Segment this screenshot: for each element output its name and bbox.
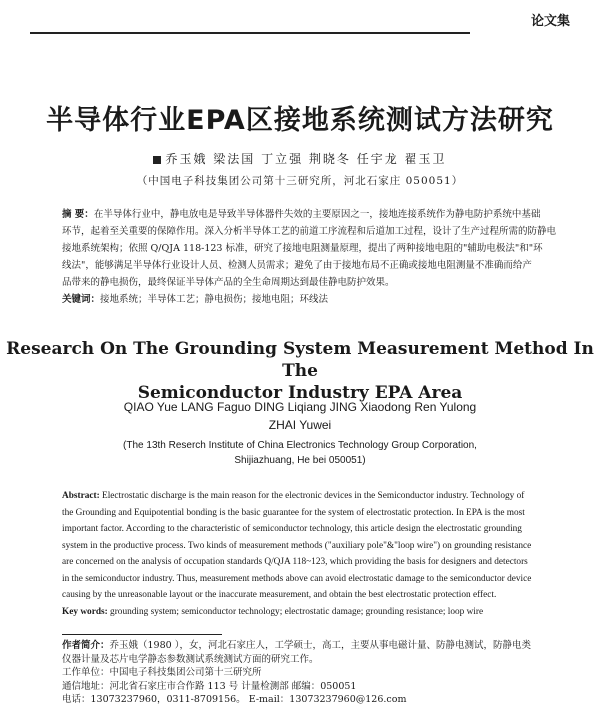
en-abstract-line: in the semiconductor industry. Thus, measurement methods above can avoid electrostatic damage to the semiconductor device — [62, 573, 532, 584]
bullet-icon — [153, 156, 161, 164]
author-note-text: 乔玉娥（1980 ），女，河北石家庄人，工学硕士，高工，主要从事电磁计量、防静电测试，防静电类 — [109, 640, 531, 651]
en-keywords-label: Key words: — [62, 606, 108, 617]
cn-abstract-text: 在半导体行业中，静电放电是导致半导体器件失效的主要原因之一，接地连接系统作为静电防护系统中基础 — [93, 209, 541, 220]
cn-title: 半导体行业EPA区接地系统测试方法研究 — [46, 105, 554, 136]
en-authors-line: ZHAI Yuwei — [268, 418, 332, 432]
en-affiliation — [0, 438, 600, 468]
en-authors-line: QIAO Yue LANG Faguo DING Liqiang JING Xiaodong Ren Yulong — [123, 400, 477, 414]
author-note — [62, 639, 562, 707]
en-affil-line: Shijiazhuang, He bei 050051) — [234, 455, 366, 466]
author-note-line — [62, 639, 562, 653]
author-note-label: 作者简介： — [62, 640, 110, 651]
footnote-rule — [62, 634, 222, 635]
en-abstract — [62, 488, 556, 620]
cn-authors — [0, 150, 600, 167]
author-note-line: 工作单位：中国电子科技集团公司第十三研究所 — [62, 667, 262, 678]
en-abstract-line — [62, 488, 556, 505]
author-note-line: 仪器计量及芯片电学静态参数测试系统测试方面的研究工作。 — [62, 653, 319, 665]
cn-abstract-line: 品带来的静电损伤，最终保证半导体产品的全生命周期达到最佳静电防护效果。 — [62, 277, 395, 288]
en-abstract-label: Abstract: — [62, 491, 100, 501]
cn-authors-text: 乔玉娥 梁法国 丁立强 荆晓冬 任宇龙 翟玉卫 — [165, 152, 447, 166]
cn-abstract — [62, 206, 562, 308]
header-rule — [30, 32, 470, 34]
en-keywords — [62, 604, 556, 621]
en-abstract-line: the Grounding and Equipotential bonding is the basic guarantee for the system of electrostatic protection. In EPA is the most — [62, 507, 525, 518]
cn-affiliation: （中国电子科技集团公司第十三研究所，河北石家庄 050051） — [136, 175, 464, 187]
en-title-line: Semiconductor Industry EPA Area — [137, 383, 463, 403]
en-abstract-line: system in the productive process. Two kinds of measurement methods ("auxiliary pole"&"loop wire") on grounding resistance — [62, 540, 532, 551]
cn-abstract-line: 线法"，能够满足半导体行业设计人员、检测人员需求；避免了由于接地布局不正确或接地电阻测量不准确而给产 — [62, 260, 532, 271]
cn-abstract-label: 摘 要： — [62, 209, 94, 220]
en-affil-line: (The 13th Reserch Institute of China Electronics Technology Group Corporation, — [123, 440, 477, 451]
en-title-line: Research On The Grounding System Measurement Method In The — [6, 339, 594, 381]
en-title — [0, 338, 600, 404]
cn-abstract-line — [62, 206, 562, 223]
en-keywords-text: grounding system; semiconductor technology; electrostatic damage; grounding resistance; loop wire — [110, 606, 484, 617]
cn-keywords-text: 接地系统；半导体工艺；静电损伤；接地电阻；环线法 — [100, 294, 329, 305]
author-note-line: 电话：13073237960，0311-8709156。 E-mail：13073237960@126.com — [62, 694, 407, 705]
cn-keywords — [62, 291, 562, 308]
en-abstract-text: Electrostatic discharge is the main reason for the electronic devices in the Semiconductor industry. Technology of — [102, 491, 525, 501]
collection-header-label: 论文集 — [530, 14, 570, 29]
cn-abstract-line: 环节，起着至关重要的保障作用。深入分析半导体工艺的前道工序流程和后道加工过程，设计了生产过程所需的防静电 — [62, 226, 557, 237]
author-note-line: 通信地址：河北省石家庄市合作路 113 号 计量检测部 邮编：050051 — [62, 680, 357, 692]
cn-keywords-label: 关键词： — [62, 294, 101, 305]
en-abstract-line: causing by the unreasonable layout or the inaccurate measurement, and obtain the best electrostatic protection effect. — [62, 590, 497, 600]
en-abstract-line: are concerned on the analysis of occupation standards Q/QJA 118~123, which providing the basis for designers and detectors — [62, 557, 528, 567]
cn-abstract-line: 接地系统架构；依照 Q/QJA 118-123 标准，研究了接地电阻测量原理，提出了两种接地电阻的"辅助电极法"和"环 — [62, 243, 543, 254]
en-authors — [0, 398, 600, 434]
en-abstract-line: important factor. According to the characteristic of semiconductor technology, this article design the electrostatic grounding — [62, 524, 522, 534]
